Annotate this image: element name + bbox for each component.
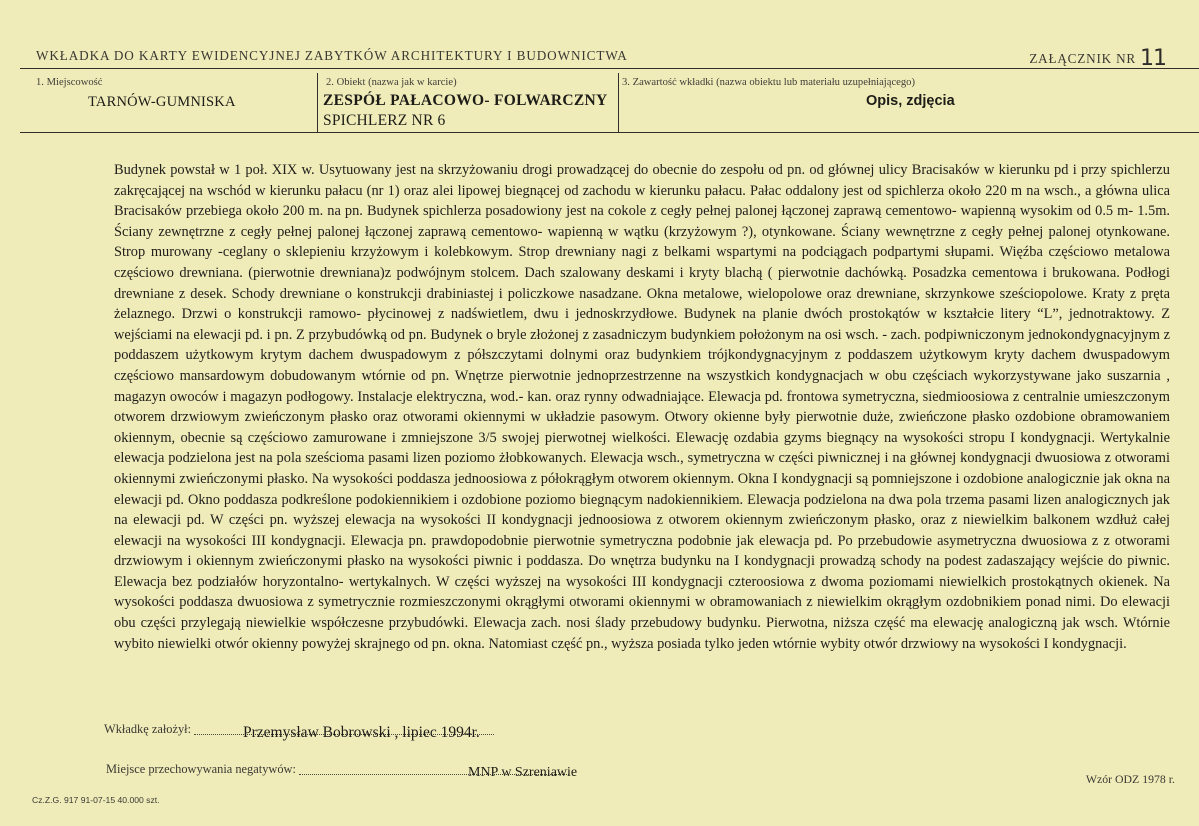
location-label: 1. Miejscowość <box>36 77 103 88</box>
attachment-number: 11 <box>1140 46 1166 71</box>
form-fields-row <box>20 73 1199 133</box>
content-value: Opis, zdjęcia <box>866 93 955 109</box>
top-divider <box>20 68 1199 69</box>
form-title: WKŁADKA DO KARTY EWIDENCYJNEJ ZABYTKÓW ARCHITEKTURY I BUDOWNICTWA <box>36 48 628 63</box>
object-field <box>318 73 618 132</box>
building-description: Budynek powstał w 1 poł. XIX w. Usytuowany jest na skrzyżowaniu drogi prowadzącej do obecnie do zespołu od pn. od głównej ulicy Bracisaków w kierunku pd i przy spichlerzu zakręcającej na wschód w kierunku pałacu (nr 1) oraz alei lipowej biegnącej od zachodu w kierunku pałacu. Pałac oddalony jest od spichlerza około 220 m na wsch., a główna ulica Bracisaków przebiega około 200 m. na pn. Budynek spichlerza posadowiony jest na cokole z cegły pełnej palonej łączonej zaprawą cementowo- wapienną wysokim od 0.5 m- 1.5m. Ściany zewnętrzne z cegły pełnej palonej łączonej zaprawą cementowo- wapienną w wątku (krzyżowym ?), otynkowane. Ściany wewnętrzne z cegły pełnej palonej otynkowane. Strop murowany -ceglany o sklepieniu krzyżowym i kolebkowym. Strop drewniany nagi z belkami wspartymi na podciągach podpartymi słupami. Więźba częściowo metalowa częściowo drewniana. (pierwotnie drewniana)z podwójnym stolcem. Dach szalowany deskami i kryty blachą ( pierwotnie dachówką. Posadzka cementowa i brukowana. Podłogi drewniane z desek. Schody drewniane o konstrukcji drabiniastej i policzkowe nasadzane. Okna metalowe, wielopolowe oraz drewniane, skrzynkowe sześciopolowe. Kraty z pręta żelaznego. Drzwi o konstrukcji ramowo- płycinowej z nadświetlem, dwu i jednoskrzydłowe. Budynek na planie dwóch prostokątów w kształcie litery “L”, jednotraktowy. Z wejściami na elewacji pd. i pn. Z przybudówką od pn. Budynek o bryle złożonej z zasadniczym budynkiem położonym na osi wsch. - zach. podpiwniczonym jednokondygnacyjnym z poddaszem użytkowym krytym dachem dwuspadowym z półszczytami dolnymi oraz budynkiem trójkondygnacyjnym z poddaszem użytkowym kryty dachem dwuspadowym częściowo mansardowym dobudowanym wtórnie od pn. Wnętrze pierwotnie jednoprzestrzenne na wszystkich kondygnacjach w obu częściach wykorzystywane jako suszarnia , magazyn owoców i magazyn podłogowy. Instalacje elektryczna, wod.- kan. oraz rynny odwadniające. Elewacja pd. frontowa symetryczna, siedmioosiowa z centralnie umieszczonym otworem drzwiowym zwieńczonym płasko oraz otworami okiennymi w układzie pasowym. Otwory okienne były pierwotnie duże, zwieńczone płasko ozdobione obramowaniem okiennym, obecnie są częściowo zamurowane i zmniejszone 3/5 swojej pierwotnej wielkości. Elewację ozdabia gzyms biegnący na wysokości stropu I kondygnacji. Wertykalnie elewacja podzielona jest na pola sześcioma pasami lizen poziomo żłobkowanych. Elewacja wsch., symetryczna w części piwnicznej i na głównej kondygnacji dwuosiowa z otworami okiennymi zwieńczonymi płasko. Na wysokości poddasza jednoosiowa z półokrągłym otworem okiennym. Okna I kondygnacji są pomniejszone i ozdobione analogicznie jak okna na elewacji pd. Okno poddasza podkreślone podokiennikiem i ozdobione poziomo biegnącym nadokiennikiem. Elewacja podzielona na dwa pola trzema pasami lizen analogicznych jak na elewacji pd. W części pn. wyższej elewacja na wysokości II kondygnacji jednoosiowa z otworem okiennym zwieńczonym płasko, oraz z niewielkim balkonem wzdłuż całej elewacji na wysokości III kondygnacji. Elewacja pn. prawdopodobnie pierwotnie symetryczna podobnie jak elewacja pd. Po przebudowie asymetryczna dwuosiowa z z otworami drzwiowym i okiennym zwieńczonymi płasko na wysokości piwnic i poddasza. Do wnętrza budynku na I kondygnacji prowadzą schody na podest zadaszający wejście do piwnic. Elewacja bez podziałów horyzontalno- wertykalnych. W części wyższej na wysokości III kondygnacji czteroosiowa z dwoma poziomami niewielkich prostokątnych okienek. Na wysokości poddasza dwuosiowa z symetrycznie rozmieszczonymi okrągłymi otworami okiennymi w obramowaniach z niewielkim okrągłym ozdobnikiem ponad nimi. Do elewacji obu części przylegają niewielkie współczesne przybudówki. Elewacja zach. nosi ślady przebudowy budynku. Pierwotna, niższa część ma elewację analogiczną jak wsch. Wtórnie wybito niewielki otwór okienny powyżej skrajnego od pn. okna. Natomiast część pn., wyższa posiada tylko jeden wtórnie wybity otwór drzwiowy na wysokości I kondygnacji. <box>114 162 1170 652</box>
content-label: 3. Zawartość wkładki (nazwa obiektu lub materiału uzupełniającego) <box>622 77 915 88</box>
negatives-value: MNP w Szreniawie <box>468 765 578 780</box>
attachment-number-field <box>1029 44 1166 69</box>
form-header <box>36 44 1166 71</box>
author-label: Wkładkę założył: <box>104 722 192 736</box>
location-value: TARNÓW-GUMNISKA <box>88 94 236 110</box>
field-divider <box>618 73 619 132</box>
template-code: Wzór ODZ 1978 r. <box>1085 772 1175 786</box>
negatives-label: Miejsce przechowywania negatywów: <box>106 762 296 776</box>
author-value: Przemysław Bobrowski , lipiec 1994r. <box>243 724 480 741</box>
print-code: Cz.Z.G. 917 91-07-15 40.000 szt. <box>32 795 160 805</box>
object-value-line1: ZESPÓŁ PAŁACOWO- FOLWARCZNY <box>323 92 608 109</box>
location-field <box>20 73 316 132</box>
attachment-label: ZAŁĄCZNIK NR <box>1029 51 1136 66</box>
content-field <box>620 73 1199 132</box>
object-label: 2. Obiekt (nazwa jak w karcie) <box>326 77 457 88</box>
object-value-line2: SPICHLERZ NR 6 <box>323 112 446 129</box>
